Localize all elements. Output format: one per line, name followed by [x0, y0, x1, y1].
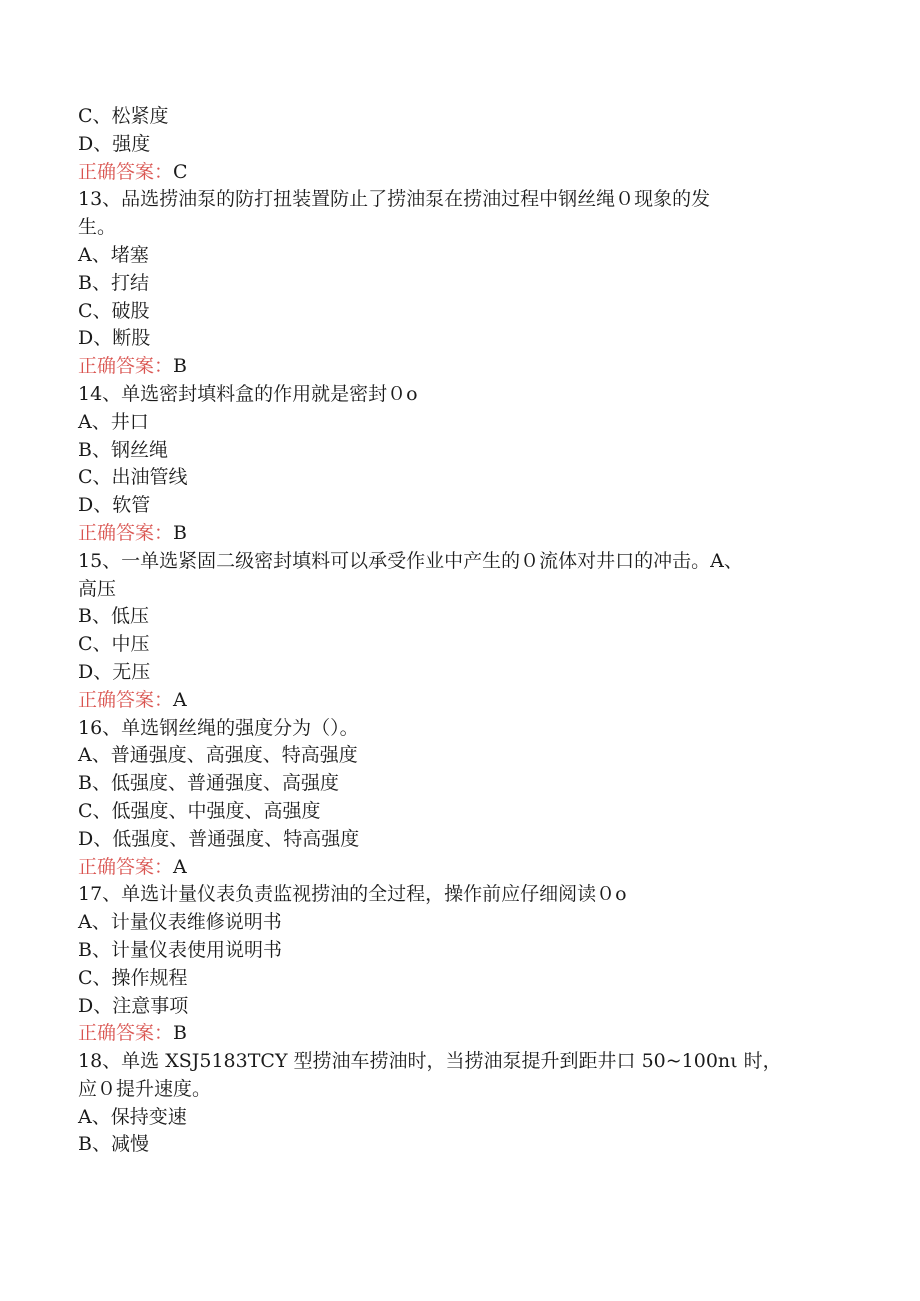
- answer-label: 正确答案：: [78, 688, 174, 711]
- question-stem: 17、单选计量仪表负责监视捞油的全过程，操作前应仔细阅读０o: [78, 883, 627, 906]
- answer-label: 正确答案：: [78, 855, 174, 878]
- answer-label: 正确答案：: [78, 521, 174, 544]
- answer-label: 正确答案：: [78, 1022, 174, 1045]
- answer-label: 正确答案：: [78, 355, 174, 378]
- option-line: B、打结: [78, 271, 149, 294]
- option-line: B、低强度、普通强度、高强度: [78, 772, 339, 795]
- answer-value: A: [173, 688, 187, 711]
- answer-value: B: [173, 1022, 187, 1045]
- answer-line: [78, 854, 838, 882]
- answer-line: [78, 687, 838, 715]
- question-stem-cont: 应０提升速度。: [78, 1077, 212, 1100]
- option-line: D、断股: [78, 327, 151, 350]
- option-line: C、中压: [78, 633, 150, 656]
- option-line: B、计量仪表使用说明书: [78, 938, 282, 961]
- option-line: A、保持变速: [78, 1105, 187, 1128]
- option-line: A、井口: [78, 410, 149, 433]
- option-line: A、计量仪表维修说明书: [78, 911, 282, 934]
- option-line: B、减慢: [78, 1133, 149, 1156]
- answer-line: [78, 159, 838, 187]
- option-line: D、低强度、普通强度、特高强度: [78, 827, 360, 850]
- option-line: A、普通强度、高强度、特高强度: [78, 744, 358, 767]
- question-stem: 16、单选钢丝绳的强度分为（）。: [78, 716, 359, 739]
- option-line: B、钢丝绳: [78, 438, 168, 461]
- option-line: D、软管: [78, 494, 151, 517]
- question-stem: 13、品选捞油泵的防打扭装置防止了捞油泵在捞油过程中钢丝绳０现象的发: [78, 188, 711, 211]
- question-stem: 18、单选 XSJ5183TCY 型捞油车捞油时，当捞油泵提升到距井口 50~100nι 时，: [78, 1050, 782, 1073]
- answer-value: B: [173, 355, 187, 378]
- option-line: C、低强度、中强度、高强度: [78, 799, 321, 822]
- answer-line: [78, 520, 838, 548]
- question-stem: 14、单选密封填料盒的作用就是密封０o: [78, 382, 418, 405]
- option-line: D、强度: [78, 132, 151, 155]
- option-line: A、堵塞: [78, 243, 149, 266]
- answer-value: A: [173, 855, 187, 878]
- answer-line: [78, 1020, 838, 1048]
- option-line: C、松紧度: [78, 105, 169, 127]
- option-line: D、无压: [78, 660, 151, 683]
- answer-line: [78, 353, 838, 381]
- answer-value: B: [173, 521, 187, 544]
- option-line: B、低压: [78, 605, 149, 628]
- option-line: D、注意事项: [78, 994, 189, 1017]
- option-line: C、破股: [78, 299, 150, 322]
- document-page: [78, 103, 838, 1159]
- option-line: C、操作规程: [78, 966, 188, 989]
- answer-value: C: [173, 160, 188, 183]
- question-stem: 15、一单选紧固二级密封填料可以承受作业中产生的０流体对井口的冲击。A、: [78, 549, 743, 572]
- question-stem-cont: 生。: [78, 216, 117, 239]
- option-line: C、出油管线: [78, 466, 188, 489]
- answer-label: 正确答案：: [78, 160, 174, 183]
- question-stem-cont: 高压: [78, 577, 117, 600]
